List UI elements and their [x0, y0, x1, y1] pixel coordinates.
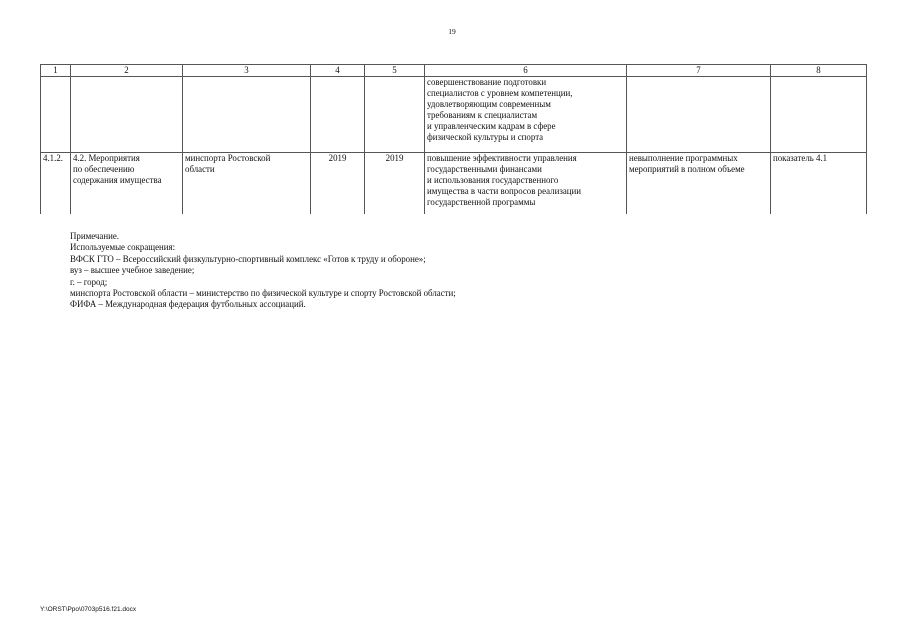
- result-line: и управленческим кадрам в сфере: [427, 121, 556, 131]
- cell-empty: [771, 77, 867, 153]
- page-number: 19: [448, 27, 456, 36]
- result-cell: [425, 153, 627, 214]
- result-line: и использования государственного: [427, 175, 559, 185]
- cell-empty: [71, 77, 183, 153]
- result-line: государственной программы: [427, 197, 536, 207]
- notes-block: [70, 231, 456, 311]
- executor-line: минспорта Ростовской: [185, 153, 271, 163]
- notes-heading: Примечание.: [70, 231, 119, 241]
- result-line: государственными финансами: [427, 164, 542, 174]
- column-number-4: 4: [311, 65, 365, 77]
- activity-name-line: по обеспечению: [73, 164, 135, 174]
- consequences-cell: [627, 153, 771, 214]
- table-header-row: [41, 65, 867, 77]
- result-line: повышение эффективности управления: [427, 153, 577, 163]
- column-number-2: 2: [71, 65, 183, 77]
- column-number-5: 5: [365, 65, 425, 77]
- activity-name-line: содержания имущества: [73, 175, 162, 185]
- result-line: удовлетворяющим современным: [427, 99, 551, 109]
- column-number-7: 7: [627, 65, 771, 77]
- row-number: 4.1.2.: [41, 153, 71, 214]
- cell-empty: [365, 77, 425, 153]
- indicator-cell: показатель 4.1: [771, 153, 867, 214]
- cell-empty: [41, 77, 71, 153]
- end-year: 2019: [365, 153, 425, 214]
- cell-empty: [311, 77, 365, 153]
- column-number-3: 3: [183, 65, 311, 77]
- abbreviation-item: вуз – высшее учебное заведение;: [70, 265, 195, 276]
- activity-name-cell: [71, 153, 183, 214]
- result-line: специалистов с уровнем компетенции,: [427, 88, 573, 98]
- result-line: имущества в части вопросов реализации: [427, 186, 582, 196]
- executor-cell: [183, 153, 311, 214]
- executor-line: области: [185, 164, 215, 174]
- abbreviation-item: ФИФА – Международная федерация футбольных ассоциаций.: [70, 299, 306, 310]
- footer-file-path: Y:\ORST\Ppo\0703p516.f21.docx: [40, 606, 137, 613]
- cell-empty: [627, 77, 771, 153]
- result-line: физической культуры и спорта: [427, 132, 544, 142]
- column-number-1: 1: [41, 65, 71, 77]
- cell-empty: [183, 77, 311, 153]
- result-cell: [425, 77, 627, 153]
- table-row-continuation: [41, 77, 867, 153]
- result-line: требованиям к специалистам: [427, 110, 538, 120]
- abbreviation-item: минспорта Ростовской области – министерство по физической культуре и спорту Ростовской области;: [70, 288, 456, 299]
- result-line: совершенствование подготовки: [427, 77, 547, 87]
- consequences-line: невыполнение программных: [629, 153, 738, 163]
- abbreviation-item: ВФСК ГТО – Всероссийский физкультурно-спортивный комплекс «Готов к труду и обороне»;: [70, 253, 426, 264]
- column-number-8: 8: [771, 65, 867, 77]
- start-year: 2019: [311, 153, 365, 214]
- table-row-4-1-2: [41, 153, 867, 214]
- column-number-6: 6: [425, 65, 627, 77]
- abbreviation-item: г. – город;: [70, 276, 108, 287]
- abbreviations-heading: Используемые сокращения:: [70, 242, 176, 253]
- consequences-line: мероприятий в полном объеме: [629, 164, 745, 174]
- activity-name-line: 4.2. Мероприятия: [73, 153, 140, 163]
- program-activities-table: [40, 64, 867, 214]
